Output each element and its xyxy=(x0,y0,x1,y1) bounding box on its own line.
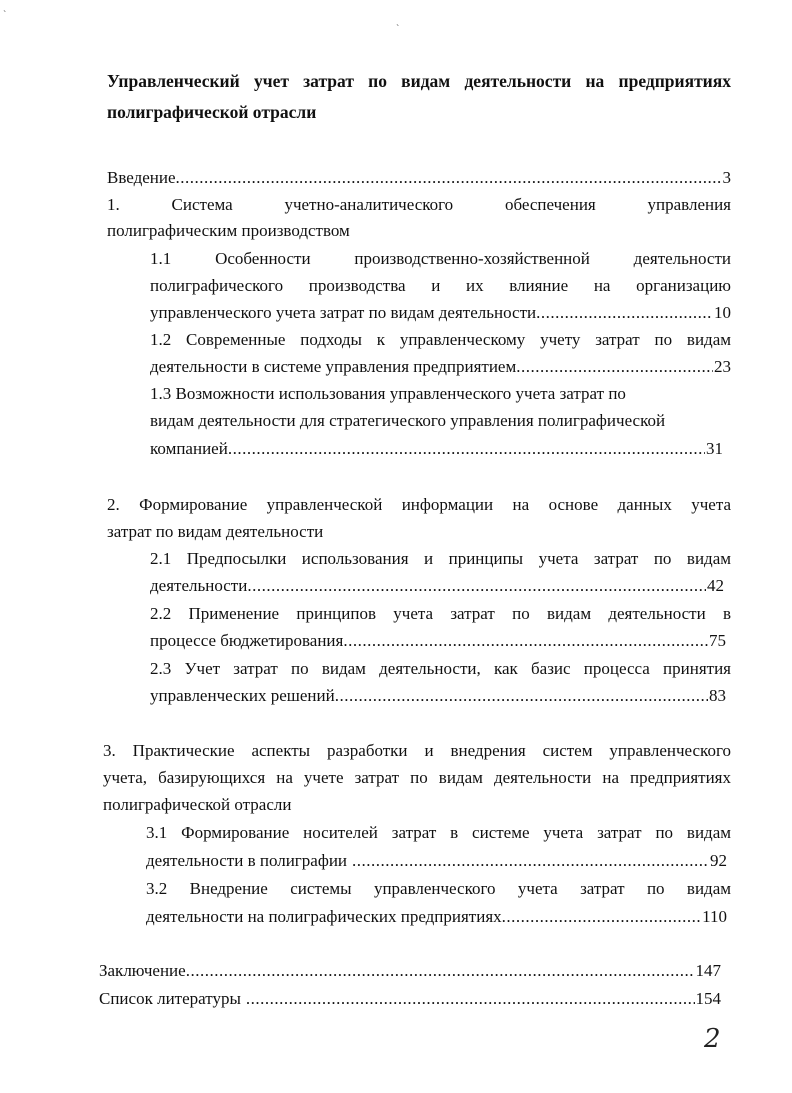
toc-section-1-3: 1.3 Возможности использования управленческого учета затрат по xyxy=(150,384,626,403)
toc-section-2-3 xyxy=(150,683,726,709)
toc-label: деятельности в полиграфии xyxy=(146,851,348,870)
toc-leader xyxy=(228,436,705,462)
toc-section-3-1 xyxy=(146,848,727,874)
toc-label: управленческих решений xyxy=(150,686,335,705)
toc-section-2-3: 2.3 Учет затрат по видам деятельности, как базис процесса принятия xyxy=(150,659,731,678)
toc-page: 23 xyxy=(714,357,731,376)
toc-page: 3 xyxy=(722,168,731,187)
toc-section-1-2 xyxy=(150,354,731,380)
toc-leader xyxy=(516,354,713,380)
scan-mark: ` xyxy=(3,10,7,21)
toc-chapter-1: полиграфическим производством xyxy=(107,221,350,240)
toc-section-1-1: 1.1 Особенности производственно-хозяйственной деятельности xyxy=(150,249,731,268)
toc-leader xyxy=(186,958,695,984)
toc-leader xyxy=(347,848,709,874)
toc-leader xyxy=(343,628,708,654)
toc-entry-references xyxy=(99,986,721,1012)
toc-page: 92 xyxy=(710,851,727,870)
toc-page: 10 xyxy=(714,303,731,322)
toc-page: 31 xyxy=(706,439,723,458)
toc-section-3-2: 3.2 Внедрение системы управленческого учета затрат по видам xyxy=(146,879,731,898)
toc-page: 147 xyxy=(695,961,721,980)
handwritten-page-number: 2 xyxy=(704,1024,721,1054)
toc-section-2-2 xyxy=(150,628,726,654)
toc-section-3-2 xyxy=(146,904,727,930)
toc-leader xyxy=(176,165,722,191)
toc-entry-intro xyxy=(107,165,731,191)
toc-leader xyxy=(247,573,706,599)
toc-label: деятельности на полиграфических предприятиях xyxy=(146,907,502,926)
title-line: полиграфической отрасли xyxy=(107,102,317,122)
toc-label: Заключение xyxy=(99,961,186,980)
toc-chapter-2: 2. Формирование управленческой информации на основе данных учета xyxy=(107,495,731,514)
toc-leader xyxy=(536,300,713,326)
toc-leader xyxy=(241,986,695,1012)
toc-chapter-3: полиграфической отрасли xyxy=(103,795,292,814)
toc-section-3-1: 3.1 Формирование носителей затрат в системе учета затрат по видам xyxy=(146,823,731,842)
toc-chapter-2: затрат по видам деятельности xyxy=(107,522,324,541)
toc-section-1-1: полиграфического производства и их влияние на организацию xyxy=(150,276,731,295)
toc-leader xyxy=(502,904,701,930)
toc-page: 42 xyxy=(707,576,724,595)
toc-section-2-2: 2.2 Применение принципов учета затрат по видам деятельности в xyxy=(150,604,731,623)
toc-label: деятельности xyxy=(150,576,248,595)
toc-section-2-1 xyxy=(150,573,724,599)
toc-chapter-1: 1. Система учетно-аналитического обеспечения управления xyxy=(107,195,731,214)
toc-page: 110 xyxy=(702,907,727,926)
toc-label: Введение xyxy=(107,168,176,187)
toc-label: деятельности в системе управления предприятием xyxy=(150,357,517,376)
toc-section-1-2: 1.2 Современные подходы к управленческому учету затрат по видам xyxy=(150,330,731,349)
toc-section-1-3 xyxy=(150,436,723,462)
toc-label: процессе бюджетирования xyxy=(150,631,344,650)
title-line: Управленческий учет затрат по видам деятельности на предприятиях xyxy=(107,71,731,91)
toc-page: 154 xyxy=(695,989,721,1008)
toc-chapter-3: учета, базирующихся на учете затрат по видам деятельности на предприятиях xyxy=(103,768,731,787)
toc-section-2-1: 2.1 Предпосылки использования и принципы учета затрат по видам xyxy=(150,549,731,568)
toc-section-1-3: видам деятельности для стратегического управления полиграфической xyxy=(150,411,666,430)
document-title xyxy=(107,66,731,128)
toc-entry-conclusion xyxy=(99,958,721,984)
scan-mark: ` xyxy=(396,24,400,35)
toc-page: 83 xyxy=(709,686,726,705)
toc-chapter-3: 3. Практические аспекты разработки и внедрения систем управленческого xyxy=(103,741,731,760)
toc-page: 75 xyxy=(709,631,726,650)
toc-label: компанией xyxy=(150,439,228,458)
toc-leader xyxy=(335,683,708,709)
toc-section-1-1 xyxy=(150,300,731,326)
toc-label: Список литературы xyxy=(99,989,241,1008)
toc-label: управленческого учета затрат по видам деятельности xyxy=(150,303,537,322)
